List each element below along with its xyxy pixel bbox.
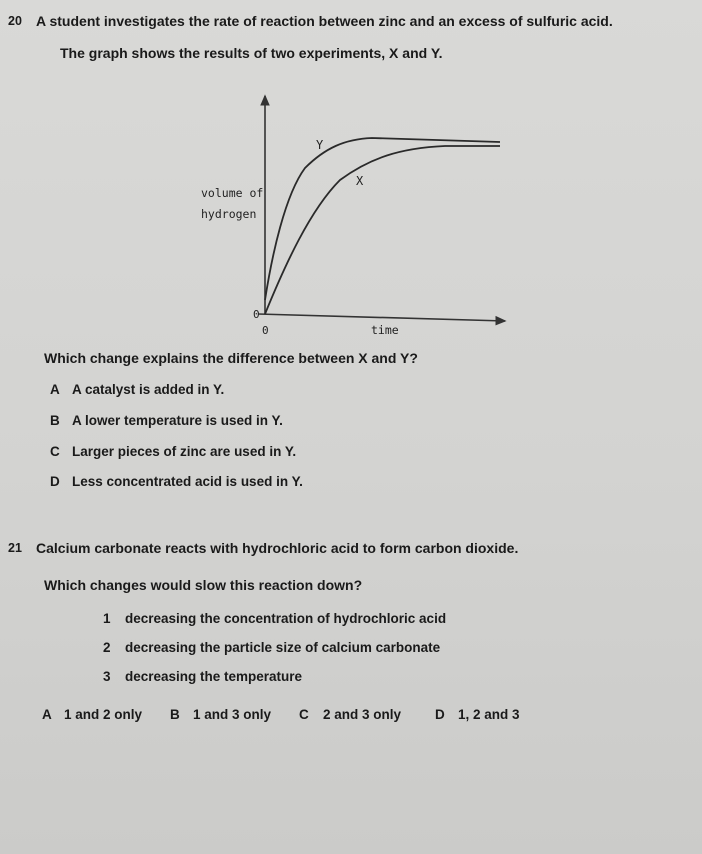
y-axis-label-2: hydrogen [201,207,257,221]
q21-option-c-text: 2 and 3 only [323,707,402,722]
q21-statement-1-num: 1 [103,611,111,626]
q20-option-c-text: Larger pieces of zinc are used in Y. [72,444,297,459]
q21-statement-2-text: decreasing the particle size of calcium carbonate [125,640,441,655]
q20-option-a-text: A catalyst is added in Y. [72,382,225,397]
curve-x [265,146,500,314]
q21-option-b-text: 1 and 3 only [193,707,272,722]
y-axis-label-1: volume of [201,186,264,200]
q20-number: 20 [8,14,22,28]
q20-question: Which change explains the difference between X and Y? [44,350,418,366]
curve-label-y: Y [316,138,324,152]
q21-option-c-letter: C [299,707,309,722]
q21-number: 21 [8,541,22,555]
q21-option-d-text: 1, 2 and 3 [458,707,520,722]
rate-graph [0,80,702,420]
q20-option-c-letter: C [50,444,60,459]
y-origin-label: 0 [253,308,260,321]
curve-label-x: X [356,174,364,188]
q20-stem-line2: The graph shows the results of two experiments, X and Y. [60,45,443,61]
q20-option-b-letter: B [50,413,60,428]
q21-option-a-text: 1 and 2 only [64,707,143,722]
q20-option-d-letter: D [50,474,60,489]
q21-option-a-letter: A [42,707,52,722]
x-axis-label: time [371,323,399,337]
q20-option-d-text: Less concentrated acid is used in Y. [72,474,303,489]
q21-statement-3-num: 3 [103,669,111,684]
q20-stem-line1: A student investigates the rate of reaction between zinc and an excess of sulfuric acid. [36,13,613,29]
curve-y [265,138,500,300]
q20-option-a-letter: A [50,382,60,397]
q21-statement-3-text: decreasing the temperature [125,669,303,684]
q20-option-b-text: A lower temperature is used in Y. [72,413,283,428]
q21-statement-2-num: 2 [103,640,111,655]
q21-statement-1-text: decreasing the concentration of hydrochloric acid [125,611,447,626]
q21-question: Which changes would slow this reaction down? [44,577,363,593]
q21-option-d-letter: D [435,707,445,722]
x-origin-label: 0 [262,324,269,337]
q21-stem: Calcium carbonate reacts with hydrochloric acid to form carbon dioxide. [36,540,519,556]
x-axis [258,314,505,321]
q21-option-b-letter: B [170,707,180,722]
